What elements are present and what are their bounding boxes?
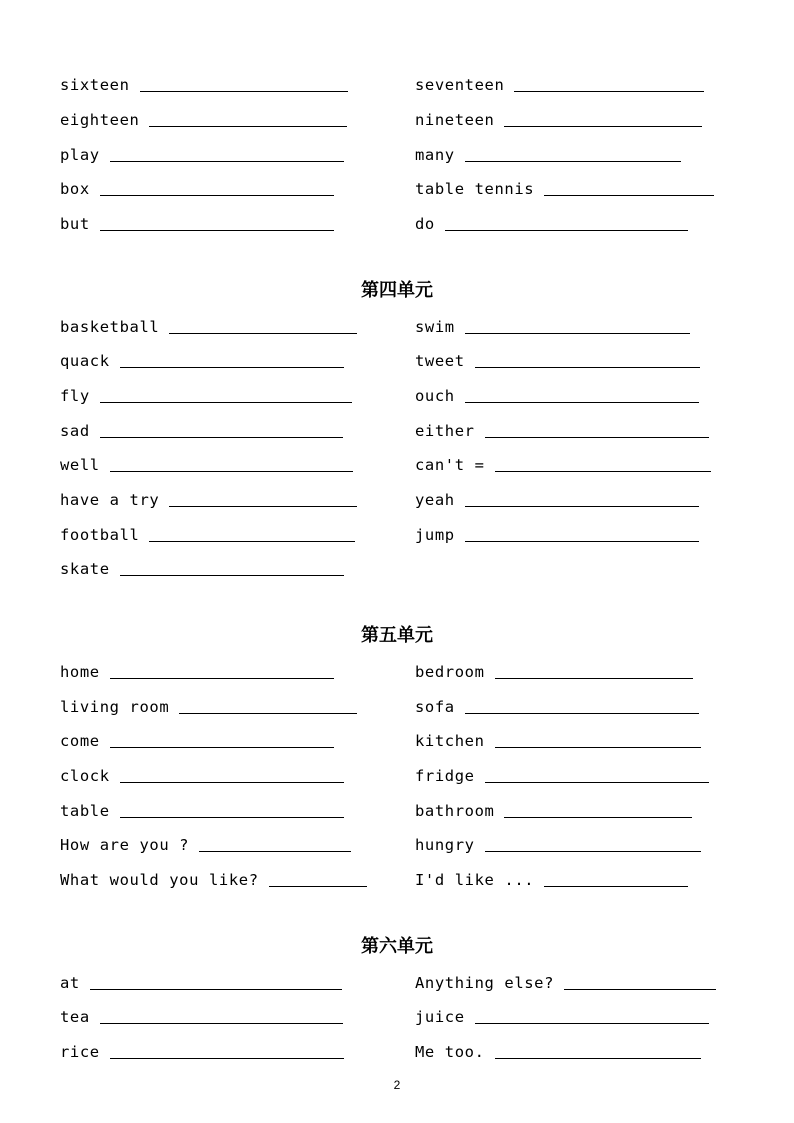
vocab-row [0, 1035, 794, 1065]
vocab-item [60, 518, 355, 548]
answer-blank[interactable] [485, 851, 701, 852]
vocab-word: jump [415, 526, 455, 544]
vocab-word: fly [60, 387, 90, 405]
answer-blank[interactable] [100, 230, 334, 231]
vocab-word: do [415, 215, 435, 233]
vocab-word: sixteen [60, 76, 130, 94]
vocab-word: living room [60, 698, 170, 716]
vocab-item [60, 1000, 343, 1030]
answer-blank[interactable] [100, 195, 334, 196]
vocab-item [60, 828, 351, 858]
vocab-item [415, 518, 699, 548]
answer-blank[interactable] [465, 161, 681, 162]
answer-blank[interactable] [495, 471, 711, 472]
vocab-row [0, 448, 794, 478]
vocab-row [0, 552, 794, 582]
vocab-word: many [415, 146, 455, 164]
answer-blank[interactable] [140, 91, 348, 92]
vocab-word: table [60, 802, 110, 820]
answer-blank[interactable] [504, 126, 702, 127]
vocab-word: box [60, 180, 90, 198]
section-heading: 第四单元 [361, 280, 433, 301]
vocab-row [0, 103, 794, 133]
answer-blank[interactable] [110, 1058, 344, 1059]
vocab-item [60, 379, 352, 409]
vocab-item [415, 103, 702, 133]
vocab-row [0, 828, 794, 858]
vocab-item [60, 552, 344, 582]
vocab-item [415, 794, 692, 824]
vocab-word: nineteen [415, 111, 495, 129]
vocab-word: quack [60, 352, 110, 370]
vocab-word: basketball [60, 318, 160, 336]
vocab-row [0, 172, 794, 202]
vocab-word: either [415, 422, 475, 440]
vocab-word: tea [60, 1008, 90, 1026]
vocab-row [0, 794, 794, 824]
vocab-word: but [60, 215, 90, 233]
vocab-row [0, 966, 794, 996]
vocab-word: What would you like? [60, 871, 259, 889]
vocab-item [60, 759, 344, 789]
answer-blank[interactable] [169, 333, 357, 334]
vocab-item [60, 68, 348, 98]
answer-blank[interactable] [495, 1058, 701, 1059]
vocab-item [415, 483, 699, 513]
vocab-item [60, 448, 353, 478]
vocab-item [60, 172, 334, 202]
answer-blank[interactable] [100, 1023, 343, 1024]
vocab-word: hungry [415, 836, 475, 854]
answer-blank[interactable] [485, 437, 709, 438]
vocab-item [60, 966, 342, 996]
vocab-word: Anything else? [415, 974, 555, 992]
vocab-word: fridge [415, 767, 475, 785]
vocab-row [0, 759, 794, 789]
vocab-row [0, 863, 794, 893]
vocab-row [0, 690, 794, 720]
vocab-item [60, 103, 347, 133]
vocab-row [0, 724, 794, 754]
vocab-item [60, 414, 343, 444]
vocab-item [60, 344, 344, 374]
vocab-item [415, 724, 701, 754]
vocab-word: play [60, 146, 100, 164]
vocab-item [415, 966, 716, 996]
vocab-word: well [60, 456, 100, 474]
vocab-word: I'd like ... [415, 871, 535, 889]
vocab-word: eighteen [60, 111, 140, 129]
answer-blank[interactable] [179, 713, 357, 714]
vocab-row [0, 518, 794, 548]
vocab-item [60, 794, 344, 824]
vocab-item [415, 172, 714, 202]
answer-blank[interactable] [564, 989, 716, 990]
answer-blank[interactable] [269, 886, 367, 887]
answer-blank[interactable] [504, 817, 692, 818]
vocab-row [0, 483, 794, 513]
vocab-item [415, 1035, 701, 1065]
answer-blank[interactable] [90, 989, 342, 990]
vocab-word: How are you ? [60, 836, 190, 854]
vocab-word: come [60, 732, 100, 750]
vocab-item [60, 138, 344, 168]
vocab-word: juice [415, 1008, 465, 1026]
answer-blank[interactable] [465, 402, 699, 403]
vocab-word: seventeen [415, 76, 505, 94]
vocab-row [0, 68, 794, 98]
answer-blank[interactable] [495, 747, 701, 748]
vocab-item [415, 379, 699, 409]
answer-blank[interactable] [475, 1023, 709, 1024]
vocab-item [415, 207, 688, 237]
answer-blank[interactable] [485, 782, 709, 783]
section-heading: 第五单元 [361, 625, 433, 646]
vocab-item [60, 724, 334, 754]
answer-blank[interactable] [110, 471, 353, 472]
vocab-word: tweet [415, 352, 465, 370]
answer-blank[interactable] [120, 782, 344, 783]
answer-blank[interactable] [149, 541, 355, 542]
answer-blank[interactable] [100, 402, 352, 403]
vocab-row [0, 138, 794, 168]
vocab-item [60, 483, 357, 513]
answer-blank[interactable] [110, 161, 344, 162]
answer-blank[interactable] [544, 886, 688, 887]
answer-blank[interactable] [495, 678, 693, 679]
vocab-word: rice [60, 1043, 100, 1061]
answer-blank[interactable] [110, 747, 334, 748]
vocab-item [415, 448, 711, 478]
vocab-item [60, 1035, 344, 1065]
vocab-item [415, 138, 681, 168]
vocab-word: bedroom [415, 663, 485, 681]
vocab-row [0, 379, 794, 409]
answer-blank[interactable] [120, 575, 344, 576]
vocab-word: sad [60, 422, 90, 440]
vocab-word: at [60, 974, 80, 992]
answer-blank[interactable] [199, 851, 351, 852]
answer-blank[interactable] [169, 506, 357, 507]
answer-blank[interactable] [514, 91, 704, 92]
vocab-word: ouch [415, 387, 455, 405]
vocab-item [415, 655, 693, 685]
vocab-row [0, 1000, 794, 1030]
vocab-word: can't = [415, 456, 485, 474]
vocab-row [0, 344, 794, 374]
vocab-item [415, 690, 699, 720]
answer-blank[interactable] [475, 367, 700, 368]
vocab-word: football [60, 526, 140, 544]
vocab-item [415, 68, 704, 98]
answer-blank[interactable] [465, 506, 699, 507]
vocab-item [60, 863, 367, 893]
vocab-item [415, 828, 701, 858]
vocab-item [60, 310, 357, 340]
vocab-item [60, 655, 334, 685]
answer-blank[interactable] [149, 126, 347, 127]
vocab-word: Me too. [415, 1043, 485, 1061]
answer-blank[interactable] [100, 437, 343, 438]
section-heading: 第六单元 [361, 936, 433, 957]
answer-blank[interactable] [544, 195, 714, 196]
vocab-row [0, 207, 794, 237]
vocab-item [415, 1000, 709, 1030]
vocab-word: table tennis [415, 180, 535, 198]
vocab-word: swim [415, 318, 455, 336]
vocab-word: yeah [415, 491, 455, 509]
vocab-word: have a try [60, 491, 160, 509]
vocab-item [415, 414, 709, 444]
answer-blank[interactable] [110, 678, 334, 679]
vocab-word: bathroom [415, 802, 495, 820]
vocab-item [60, 690, 357, 720]
answer-blank[interactable] [120, 817, 344, 818]
vocab-word: skate [60, 560, 110, 578]
vocab-word: kitchen [415, 732, 485, 750]
vocab-word: home [60, 663, 100, 681]
vocab-word: clock [60, 767, 110, 785]
page-number: 2 [393, 1078, 401, 1092]
vocab-row [0, 414, 794, 444]
answer-blank[interactable] [465, 541, 699, 542]
answer-blank[interactable] [465, 333, 690, 334]
vocab-word: sofa [415, 698, 455, 716]
vocab-item [415, 759, 709, 789]
vocab-item [60, 207, 334, 237]
answer-blank[interactable] [465, 713, 699, 714]
vocab-item [415, 310, 690, 340]
answer-blank[interactable] [445, 230, 688, 231]
vocab-row [0, 310, 794, 340]
vocab-item [415, 863, 688, 893]
vocab-item [415, 344, 700, 374]
answer-blank[interactable] [120, 367, 344, 368]
vocab-row [0, 655, 794, 685]
